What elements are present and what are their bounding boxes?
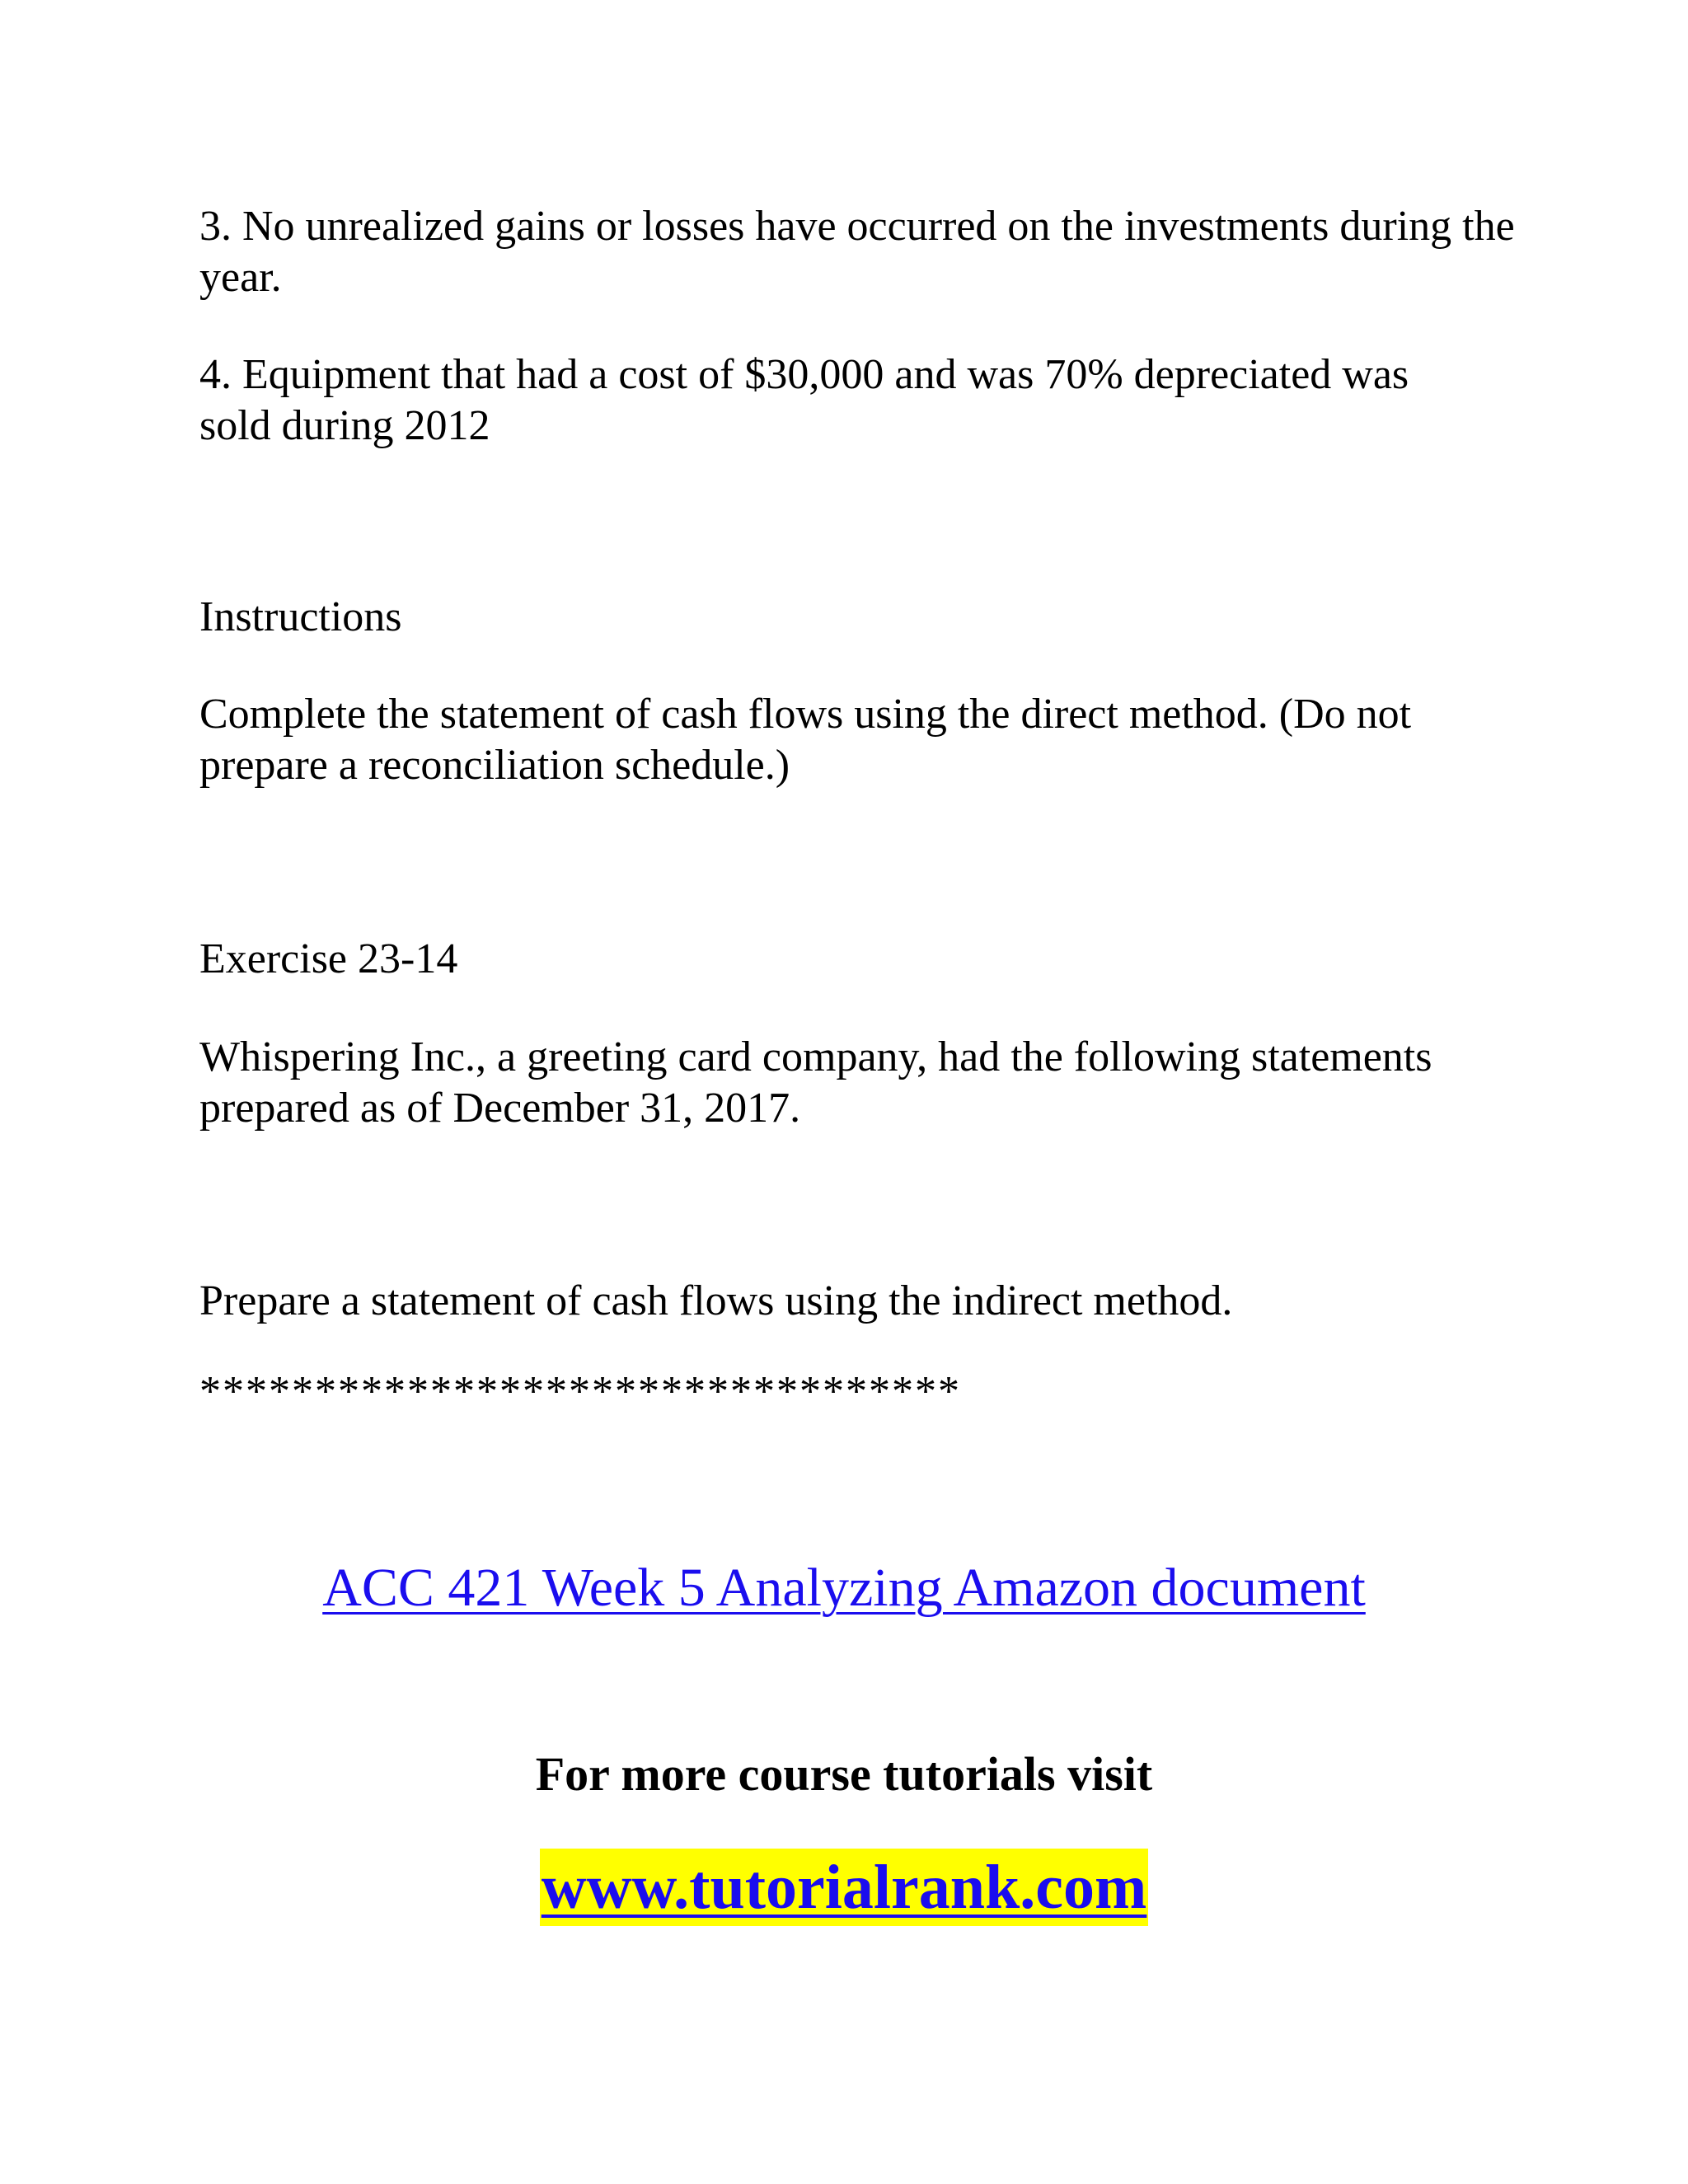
promo-text: For more course tutorials visit: [535, 1747, 1153, 1801]
acc-421-document-link[interactable]: ACC 421 Week 5 Analyzing Amazon document: [322, 1558, 1366, 1618]
indirect-method-text: Prepare a statement of cash flows using the indirect method.: [199, 1277, 1233, 1324]
asterisk-separator: *********************************: [199, 1368, 961, 1415]
exercise-heading: Exercise 23-14: [199, 935, 458, 982]
item-3-text: 3. No unrealized gains or losses have occurred on the investments during the year.: [199, 203, 1515, 301]
instructions-heading: Instructions: [199, 593, 402, 640]
exercise-text: Whispering Inc., a greeting card company, had the following statements prepared as of December 31, 2017.: [199, 1033, 1432, 1132]
instructions-text: Complete the statement of cash flows using the direct method. (Do not prepare a reconciliation schedule.): [199, 691, 1412, 789]
item-4-text: 4. Equipment that had a cost of $30,000 and was 70% depreciated was sold during 2012: [199, 351, 1409, 449]
site-link-container: [0, 1849, 1688, 1926]
tutorialrank-site-link[interactable]: www.tutorialrank.com: [540, 1849, 1149, 1926]
